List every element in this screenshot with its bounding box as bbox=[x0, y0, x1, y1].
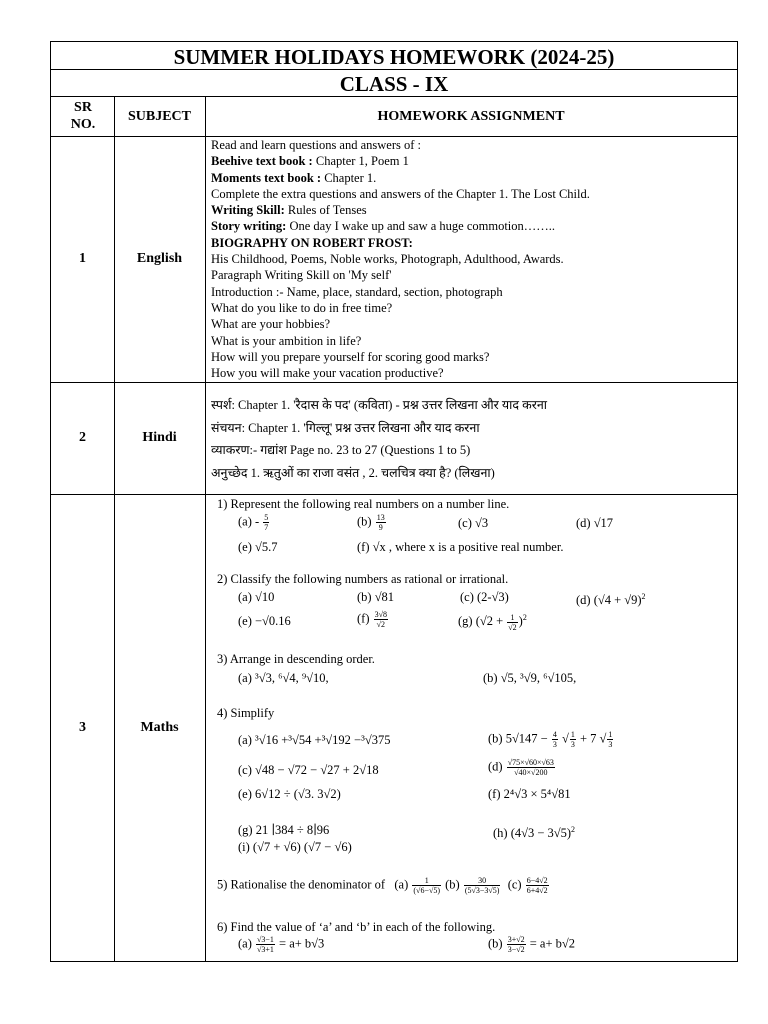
col-header-assignment: HOMEWORK ASSIGNMENT bbox=[377, 109, 565, 124]
hindi-assignment bbox=[211, 394, 547, 485]
row-subject: English bbox=[136, 251, 183, 266]
rule bbox=[51, 382, 737, 383]
english-line: BIOGRAPHY ON ROBERT FROST: bbox=[211, 235, 413, 250]
q4-part-a: (a) ³√16 +³√54 +³√192 −³√375 bbox=[238, 733, 391, 747]
q6-part-a: (a) $\frac{√3-1}{√3+1}$ = a+ b√3 bbox=[238, 935, 325, 954]
q4-part-h: (h) $(4√3 - 3√5)^2$ bbox=[493, 825, 576, 841]
col-header-subject: SUBJECT bbox=[127, 109, 192, 124]
q2-part-f: (f) $\frac{3√8}{√2}$ bbox=[357, 610, 388, 629]
q2-part-e: (e) −√0.16 bbox=[238, 614, 291, 628]
q3-part-a: (a) ³√3, ⁶√4, ⁹√10, bbox=[238, 671, 329, 685]
row-subject: Hindi bbox=[142, 430, 177, 445]
english-line: Paragraph Writing Skill on 'My self' bbox=[211, 268, 392, 283]
english-assignment bbox=[211, 137, 590, 381]
q1-part-d: (d) √17 bbox=[576, 516, 614, 530]
row-sr: 2 bbox=[79, 430, 86, 445]
hindi-line: संचयन: Chapter 1. 'गिल्लू' प्रश्न उत्तर लिखना और याद करना bbox=[211, 420, 480, 435]
q1-part-a: (a) - $\frac{5}{7}$ bbox=[238, 513, 269, 532]
english-line: Story writing: One day I wake up and saw a huge commotion…….. bbox=[211, 219, 556, 234]
q4-part-b: (b) 5√147 − $\frac{4}{3}$ √ $\frac{1}{3}$ + 7 √ $\frac{1}{3}$ bbox=[488, 730, 613, 749]
q4-part-e: (e) 6√12 ÷ (√3. 3√2) bbox=[238, 787, 341, 801]
class-title: CLASS - IX bbox=[339, 72, 449, 96]
q4-part-d: (d) $\frac{√75\times√60\times√63}{√40\times√200}$ bbox=[488, 758, 554, 777]
q1-part-e: (e) √5.7 bbox=[238, 540, 278, 554]
q1-part-f: (f) √x , where x is a positive real number. bbox=[357, 540, 564, 554]
q4-part-g: (g) 21 ∣384 ÷ 8∣96 bbox=[238, 823, 330, 837]
english-line: Moments text book : Chapter 1. bbox=[211, 170, 377, 185]
row-sr: 3 bbox=[79, 720, 86, 735]
page-title: SUMMER HOLIDAYS HOMEWORK (2024-25) bbox=[173, 45, 615, 69]
q1-heading: 1) Represent the following real numbers on a number line. bbox=[217, 497, 510, 511]
english-line: What do you like to do in free time? bbox=[211, 300, 393, 315]
english-line: Read and learn questions and answers of : bbox=[211, 138, 422, 152]
q3-heading: 3) Arrange in descending order. bbox=[217, 652, 375, 666]
q2-part-b: (b) √81 bbox=[357, 590, 395, 604]
english-line: Beehive text book : Chapter 1, Poem 1 bbox=[211, 154, 409, 169]
row-sr: 1 bbox=[79, 251, 86, 266]
english-line: How will you prepare yourself for scoring good marks? bbox=[211, 349, 490, 364]
col-header-sr: SR NO. bbox=[70, 100, 96, 132]
hindi-line: व्याकरण:- गद्यांश Page no. 23 to 27 (Questions 1 to 5) bbox=[211, 443, 471, 458]
q2-heading: 2) Classify the following numbers as rational or irrational. bbox=[217, 572, 509, 586]
rule bbox=[205, 96, 206, 961]
q4-part-f: (f) 2⁴√3 × 5⁴√81 bbox=[488, 787, 571, 801]
q5-heading: 5) Rationalise the denominator of (a) $\frac{1}{(√6-√5)}$ (b) $\frac{30}{(5√3-3√5)}$ (c) $\frac{6-4√2}{6+4√2}$ bbox=[217, 876, 548, 895]
q6-heading: 6) Find the value of ‘a’ and ‘b’ in each of the following. bbox=[217, 920, 496, 934]
english-line: What is your ambition in life? bbox=[211, 333, 362, 348]
english-line: Writing Skill: Rules of Tenses bbox=[211, 203, 367, 218]
q4-heading: 4) Simplify bbox=[217, 706, 275, 720]
hindi-line: स्पर्श: Chapter 1. 'रैदास के पद' (कविता) - प्रश्न उत्तर लिखना और याद करना bbox=[211, 398, 547, 412]
english-line: Complete the extra questions and answers of the Chapter 1. The Lost Child. bbox=[211, 186, 590, 201]
hindi-line: अनुच्छेद 1. ऋतुओं का राजा वसंत , 2. चलचित्र क्या है? (लिखना) bbox=[211, 466, 495, 481]
q4-part-i: (i) (√7 + √6) (√7 − √6) bbox=[238, 840, 352, 854]
q1-part-b: (b) $\frac{13}{9}$ bbox=[357, 513, 385, 532]
q2-part-g: (g) (√2 + $\frac{1}{√2}$ )$^2$ bbox=[458, 612, 527, 632]
rule bbox=[114, 96, 115, 961]
q4-part-c: (c) √48 − √72 − √27 + 2√18 bbox=[238, 763, 379, 777]
english-line: Introduction :- Name, place, standard, section, photograph bbox=[211, 284, 503, 299]
english-line: His Childhood, Poems, Noble works, Photograph, Adulthood, Awards. bbox=[211, 252, 564, 267]
q2-part-d: (d) $(√4 + √9)^2$ bbox=[576, 592, 646, 608]
q3-part-b: (b) √5, ³√9, ⁶√105, bbox=[483, 671, 577, 685]
q6-part-b: (b) $\frac{3+√2}{3-√2}$ = a+ b√2 bbox=[488, 935, 575, 954]
q2-part-a: (a) √10 bbox=[238, 590, 275, 604]
english-line: What are your hobbies? bbox=[211, 317, 331, 332]
row-subject: Maths bbox=[140, 720, 179, 735]
rule bbox=[51, 494, 737, 495]
q1-part-c: (c) √3 bbox=[458, 516, 489, 530]
homework-table bbox=[50, 41, 738, 962]
q2-part-c: (c) (2-√3) bbox=[460, 590, 509, 604]
english-line: How you will make your vacation productive? bbox=[211, 366, 444, 381]
